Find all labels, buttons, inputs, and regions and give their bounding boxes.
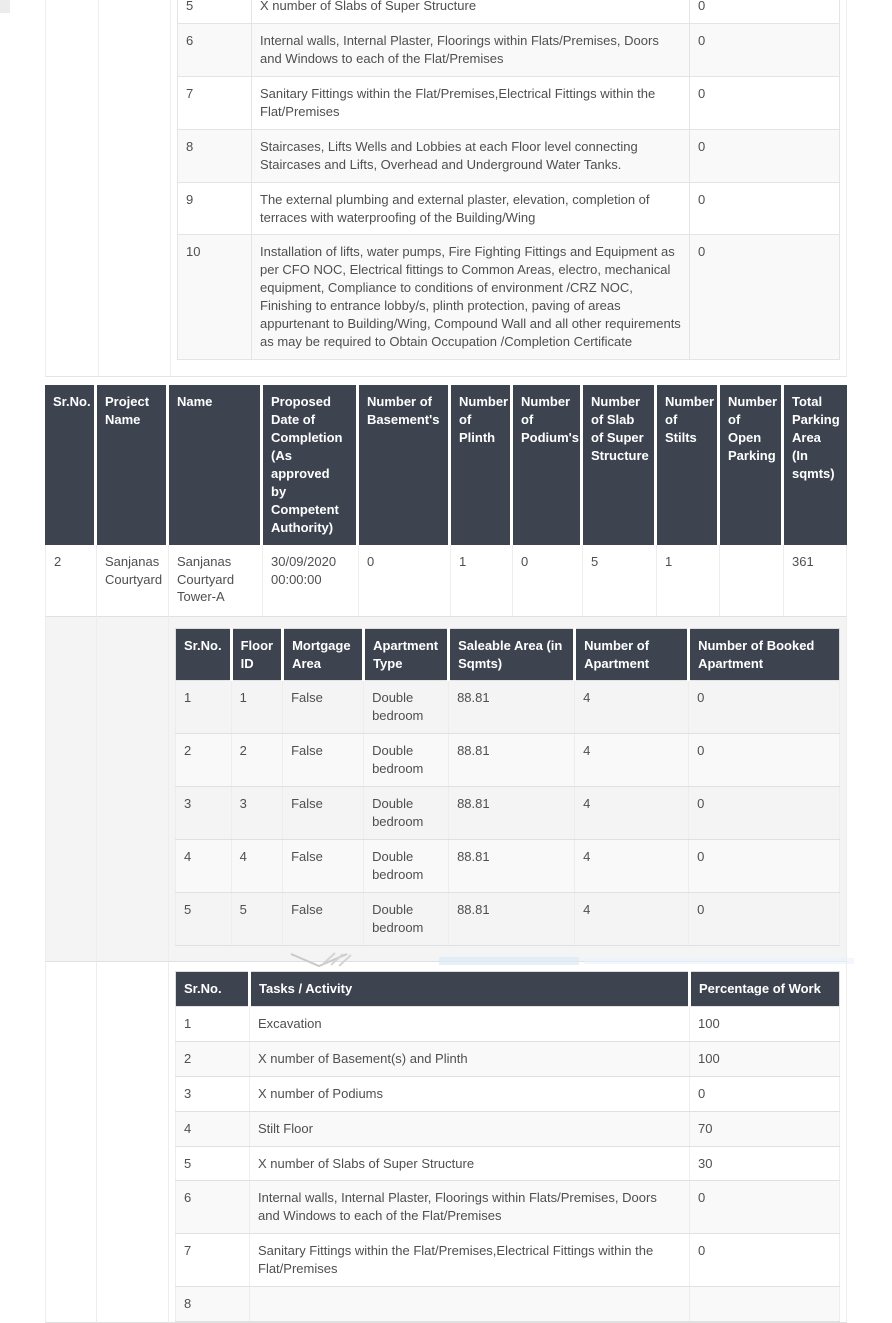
table-cell: 1	[176, 1006, 250, 1041]
current-tasks-table	[175, 971, 840, 1322]
table-cell: X number of Slabs of Super Structure	[250, 1146, 690, 1181]
table-row	[176, 1234, 840, 1287]
project-name-column-spacer	[97, 962, 169, 1323]
table-cell: 88.81	[449, 840, 575, 893]
table-cell: 0	[690, 129, 840, 182]
table-cell: 5	[176, 892, 232, 945]
table-cell: 2	[176, 1041, 250, 1076]
table-cell: Internal walls, Internal Plaster, Floorings within Flats/Premises, Doors and Windows to each of the Flat/Premises	[250, 1181, 690, 1234]
table-cell: 6	[176, 1181, 250, 1234]
project-name-column-spacer	[99, 0, 171, 376]
cell-basements: 0	[359, 545, 451, 617]
column-header: Number of Open Parking	[720, 385, 784, 545]
scroll-corner-artifact	[0, 0, 10, 13]
table-cell: 10	[178, 235, 252, 360]
project-summary-header	[45, 385, 847, 545]
table-cell: False	[283, 681, 364, 734]
previous-tasks-table	[177, 0, 840, 360]
table-cell: 0	[689, 681, 840, 734]
table-cell: 6	[178, 23, 252, 76]
srno-column-spacer	[46, 0, 99, 376]
table-cell: False	[283, 840, 364, 893]
table-cell: 88.81	[449, 787, 575, 840]
column-header: Name	[169, 385, 263, 545]
tasks-activity-row	[45, 962, 847, 1323]
table-cell: Sanitary Fittings within the Flat/Premises,Electrical Fittings within the Flat/Premises	[252, 76, 690, 129]
cell-open-parking	[720, 545, 784, 617]
column-header: Number of Stilts	[657, 385, 720, 545]
table-cell: Staircases, Lifts Wells and Lobbies at each Floor level connecting Staircases and Lifts, Overhead and Underground Water Tanks.	[252, 129, 690, 182]
table-row	[176, 892, 840, 945]
table-cell	[250, 1287, 690, 1322]
table-cell: Excavation	[250, 1006, 690, 1041]
table-row	[176, 1181, 840, 1234]
column-header: Sr.No.	[45, 385, 97, 545]
column-header: Number of Podium's	[513, 385, 583, 545]
table-cell: 1	[176, 681, 232, 734]
table-row	[178, 23, 840, 76]
table-cell: False	[283, 787, 364, 840]
table-cell: False	[283, 734, 364, 787]
table-cell: 0	[690, 1234, 840, 1287]
table-cell: 3	[231, 787, 283, 840]
table-cell: Double bedroom	[364, 840, 449, 893]
cell-plinth: 1	[451, 545, 513, 617]
table-cell: 100	[690, 1006, 840, 1041]
column-header: Number of Plinth	[451, 385, 513, 545]
table-cell: 30	[690, 1146, 840, 1181]
column-header: Saleable Area (in Sqmts)	[449, 628, 575, 681]
column-header: Number of Slab of Super Structure	[583, 385, 657, 545]
apartment-details-row	[45, 617, 847, 962]
table-cell: 8	[178, 129, 252, 182]
table-cell: The external plumbing and external plaster, elevation, completion of terraces with waterproofing of the Building/Wing	[252, 182, 690, 235]
column-header: Tasks / Activity	[250, 971, 690, 1006]
srno-column-spacer	[45, 617, 97, 962]
table-cell: 7	[176, 1234, 250, 1287]
table-row	[176, 787, 840, 840]
table-cell: 0	[690, 182, 840, 235]
column-header: Proposed Date of Completion (As approved by Competent Authority)	[263, 385, 359, 545]
cell-srno: 2	[45, 545, 97, 617]
cell-slabs: 5	[583, 545, 657, 617]
table-cell: 2	[176, 734, 232, 787]
table-cell: 4	[231, 840, 283, 893]
table-cell: 0	[690, 1076, 840, 1111]
column-header: Number of Apartment	[575, 628, 689, 681]
cell-project-name: Sanjanas Courtyard	[97, 545, 169, 617]
srno-column-spacer	[45, 962, 97, 1323]
table-row	[176, 1041, 840, 1076]
project-report-page	[45, 0, 847, 1323]
column-header: Apartment Type	[364, 628, 449, 681]
table-row	[176, 1006, 840, 1041]
column-header: Sr.No.	[176, 971, 250, 1006]
project-summary-table	[45, 385, 847, 1323]
table-row	[176, 734, 840, 787]
cell-podiums: 0	[513, 545, 583, 617]
cell-stilts: 1	[657, 545, 720, 617]
table-cell: Internal walls, Internal Plaster, Floorings within Flats/Premises, Doors and Windows to each of the Flat/Premises	[252, 23, 690, 76]
table-cell: Double bedroom	[364, 734, 449, 787]
table-cell: 0	[689, 734, 840, 787]
table-cell: 0	[690, 0, 840, 23]
tasks-activity-cell	[169, 962, 847, 1323]
table-cell: 7	[178, 76, 252, 129]
cell-name: Sanjanas Courtyard Tower-A	[169, 545, 263, 617]
previous-tasks-cell	[171, 0, 846, 376]
column-header: Mortgage Area	[283, 628, 364, 681]
table-cell: 4	[575, 840, 689, 893]
table-cell: 0	[689, 840, 840, 893]
table-row	[178, 129, 840, 182]
table-row	[178, 235, 840, 360]
table-cell: 0	[689, 892, 840, 945]
table-cell: Double bedroom	[364, 681, 449, 734]
table-row	[176, 1287, 840, 1322]
table-cell: Double bedroom	[364, 892, 449, 945]
table-cell: X number of Podiums	[250, 1076, 690, 1111]
apartment-table	[175, 628, 840, 946]
table-cell: 3	[176, 787, 232, 840]
column-header: Project Name	[97, 385, 169, 545]
table-cell: X number of Basement(s) and Plinth	[250, 1041, 690, 1076]
table-cell: False	[283, 892, 364, 945]
table-row	[178, 182, 840, 235]
table-row	[178, 0, 840, 23]
cell-completion-date: 30/09/2020 00:00:00	[263, 545, 359, 617]
table-cell: 5	[178, 0, 252, 23]
table-cell: 88.81	[449, 734, 575, 787]
project-name-column-spacer	[97, 617, 169, 962]
table-cell: 1	[231, 681, 283, 734]
table-cell: 4	[575, 734, 689, 787]
table-cell: 5	[231, 892, 283, 945]
previous-project-row	[45, 0, 847, 377]
column-header: Sr.No.	[176, 628, 232, 681]
table-cell: 0	[690, 1181, 840, 1234]
column-header: Percentage of Work	[690, 971, 840, 1006]
table-row	[178, 76, 840, 129]
table-cell: 100	[690, 1041, 840, 1076]
cell-total-parking: 361	[784, 545, 847, 617]
project-row	[45, 545, 847, 617]
table-cell: 88.81	[449, 681, 575, 734]
table-cell: 0	[690, 23, 840, 76]
table-cell: 4	[575, 681, 689, 734]
column-header: Number of Basement's	[359, 385, 451, 545]
table-cell: Sanitary Fittings within the Flat/Premises,Electrical Fittings within the Flat/Premises	[250, 1234, 690, 1287]
table-row	[176, 681, 840, 734]
table-row	[176, 1146, 840, 1181]
table-cell: 88.81	[449, 892, 575, 945]
table-cell: 8	[176, 1287, 250, 1322]
table-cell: Stilt Floor	[250, 1111, 690, 1146]
table-cell: Installation of lifts, water pumps, Fire Fighting Fittings and Equipment as per CFO NOC, Electrical fittings to Common Areas, electro, mechanical equipment, Compliance to conditions of environment /CRZ NOC, Finishing to entrance lobby/s, plinth protection, paving of areas appurtenant to Building/Wing, Compound Wall and all other requirements as may be required to Obtain Occupation /Completion Certificate	[252, 235, 690, 360]
table-cell: 4	[176, 840, 232, 893]
table-cell: 0	[689, 787, 840, 840]
table-cell: 2	[231, 734, 283, 787]
column-header: Total Parking Area (In sqmts)	[784, 385, 847, 545]
table-cell: 4	[176, 1111, 250, 1146]
table-row	[176, 1076, 840, 1111]
table-cell: 0	[690, 235, 840, 360]
column-header: Number of Booked Apartment	[689, 628, 840, 681]
table-cell: 4	[575, 787, 689, 840]
table-cell: 3	[176, 1076, 250, 1111]
table-cell: Double bedroom	[364, 787, 449, 840]
column-header: Floor ID	[231, 628, 283, 681]
apartment-table-header	[176, 628, 840, 681]
table-cell: 0	[690, 76, 840, 129]
table-cell: 70	[690, 1111, 840, 1146]
current-tasks-header	[176, 971, 840, 1006]
apartment-details-cell	[169, 617, 847, 962]
table-cell: 5	[176, 1146, 250, 1181]
table-cell: 4	[575, 892, 689, 945]
table-row	[176, 1111, 840, 1146]
table-row	[176, 840, 840, 893]
table-cell: X number of Slabs of Super Structure	[252, 0, 690, 23]
table-cell: 9	[178, 182, 252, 235]
table-cell	[690, 1287, 840, 1322]
